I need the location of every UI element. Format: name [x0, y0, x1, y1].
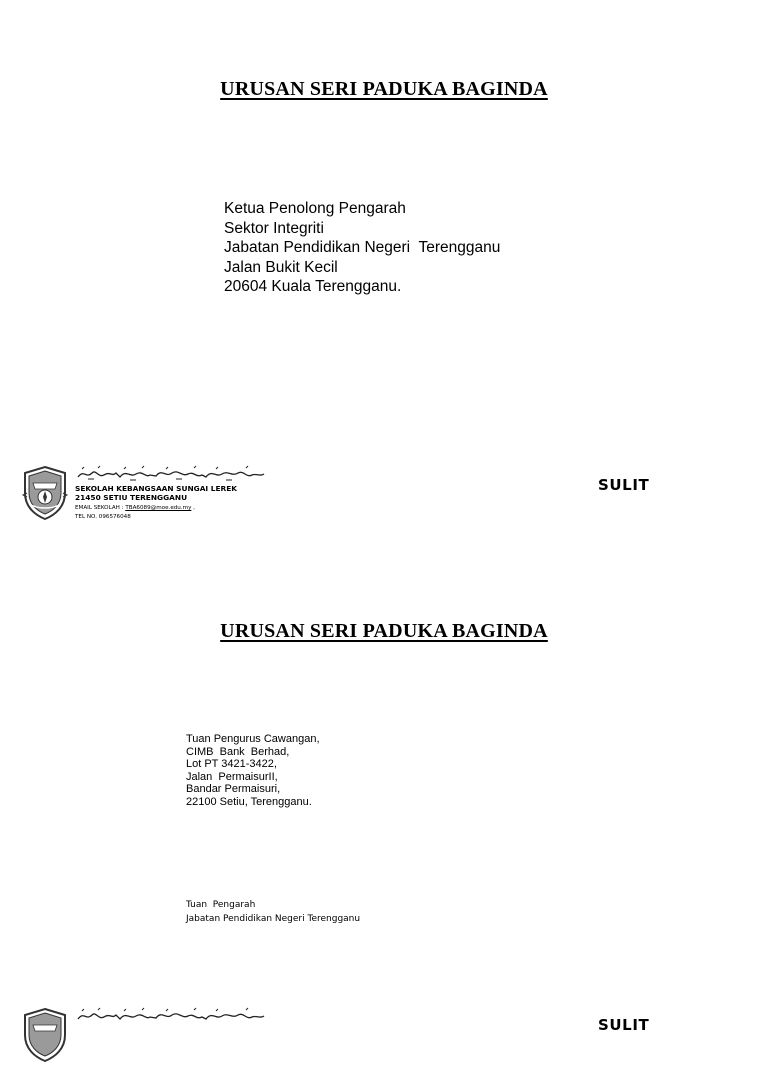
address-line: Ketua Penolong Pengarah	[224, 200, 406, 217]
page-heading-2	[0, 620, 768, 643]
jawi-script-icon	[76, 1007, 266, 1023]
address-line: CIMB Bank Berhad,	[186, 745, 290, 758]
school-email	[75, 505, 195, 512]
address-line: Jalan PermaisurII,	[186, 770, 278, 783]
heading-text: URUSAN SERI PADUKA BAGINDA	[220, 78, 548, 100]
jawi-script-icon	[76, 465, 266, 481]
school-crest-icon	[21, 1007, 69, 1063]
email-suffix: ,	[191, 505, 195, 511]
classification-label-2: SULIT	[598, 1016, 650, 1034]
recipient-address-3	[186, 899, 360, 926]
email-link[interactable]: TBA6089@moe.edu.my	[125, 505, 192, 511]
classification-label: SULIT	[598, 476, 650, 494]
school-letterhead-2	[21, 1007, 281, 1067]
school-letterhead	[21, 465, 281, 525]
address-line: Sektor Integriti	[224, 219, 324, 237]
address-line: Tuan Pengarah	[186, 900, 256, 910]
address-line: Jabatan Pendidikan Negeri Terengganu	[186, 913, 361, 924]
school-crest-icon	[21, 465, 69, 521]
school-tel: TEL NO. 096576048	[75, 514, 131, 520]
page-heading-1	[0, 78, 768, 101]
email-label: EMAIL SEKOLAH :	[75, 505, 126, 511]
address-line: Tuan Pengurus Cawangan,	[186, 733, 320, 745]
school-name: SEKOLAH KEBANGSAAN SUNGAI LEREK	[75, 484, 237, 493]
address-line: Jabatan Pendidikan Negeri Terengganu	[224, 239, 501, 256]
address-line: Bandar Permaisuri,	[186, 783, 281, 796]
address-line: Lot PT 3421-3422,	[186, 758, 277, 771]
heading-text: URUSAN SERI PADUKA BAGINDA	[220, 620, 548, 642]
address-line: 20604 Kuala Terengganu.	[224, 278, 402, 295]
address-line: 22100 Setiu, Terengganu.	[186, 795, 312, 808]
address-line: Jalan Bukit Kecil	[224, 258, 338, 276]
recipient-address-1	[224, 199, 500, 297]
recipient-address-2	[186, 733, 320, 809]
school-address: 21450 SETIU TERENGGANU	[75, 493, 188, 502]
